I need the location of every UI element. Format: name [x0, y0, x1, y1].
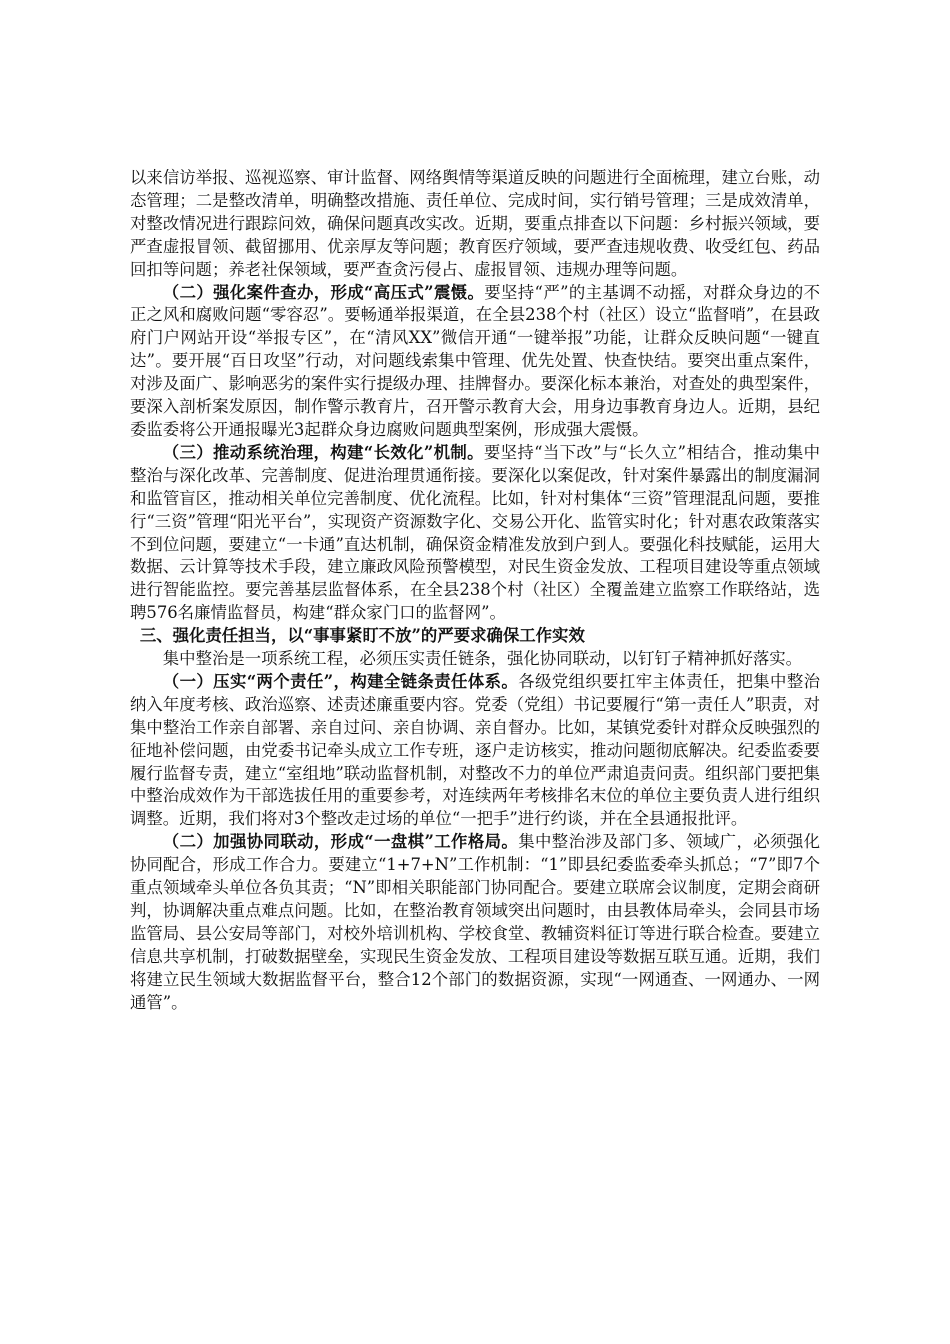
paragraph-lead-heading: （二）加强协同联动，形成“一盘棋”工作格局。 — [162, 832, 519, 852]
body-paragraph — [130, 648, 820, 671]
body-paragraph — [130, 671, 820, 831]
paragraph-text: 各级党组织要扛牢主体责任，把集中整治纳入年度考核、政治巡察、述责述廉重要内容。党委（党组）书记要履行“第一责任人”职责，对集中整治工作亲自部署、亲自过问、亲自协调、亲自督办。比如，某镇党委针对群众反映强烈的征地补偿问题，由党委书记牵头成立工作专班，逐户走访核实，推动问题彻底解决。纪委监委要履行监督专责，建立“室组地”联动监督机制，对整改不力的单位严肃追责问责。组织部门要把集中整治成效作为干部选拔任用的重要参考，对连续两年考核排名末位的单位主要负责人进行组织调整。近期，我们将对3个整改走过场的单位“一把手”进行约谈，并在全县通报批评。 — [130, 671, 821, 829]
paragraph-text: 集中整治涉及部门多、领域广，必须强化协同配合，形成工作合力。要建立“1+7+N”工作机制：“1”即县纪委监委牵头抓总；“7”即7个重点领域牵头单位各负其责；“N”即相关职能部门协同配合。要建立联席会议制度，定期会商研判，协调解决重点难点问题。比如，在整治教育领域突出问题时，由县教体局牵头，会同县市场监管局、县公安局等部门，对校外培训机构、学校食堂、教辅资料征订等进行联合检查。要建立信息共享机制，打破数据壁垒，实现民生资金发放、工程项目建设等数据互联互通。近期，我们将建立民生领域大数据监督平台，整合12个部门的数据资源，实现“一网通查、一网通办、一网通管”。 — [130, 832, 821, 1012]
paragraph-text: 集中整治是一项系统工程，必须压实责任链条，强化协同联动，以钉钉子精神抓好落实。 — [162, 649, 803, 669]
body-paragraph — [130, 831, 820, 1014]
body-paragraph — [130, 442, 820, 625]
body-paragraph — [130, 282, 820, 442]
paragraph-text: 要坚持“当下改”与“长久立”相结合，推动集中整治与深化改革、完善制度、促进治理贯通衔接。要深化以案促改，针对案件暴露出的制度漏洞和监管盲区，推动相关单位完善制度、优化流程。比如，针对村集体“三资”管理混乱问题，要推行“三资”管理“阳光平台”，实现资产资源数字化、交易公开化、监管实时化；针对惠农政策落实不到位问题，要建立“一卡通”直达机制，确保资金精准发放到户到人。要强化科技赋能，运用大数据、云计算等技术手段，建立廉政风险预警模型，对民生资金发放、工程项目建设等重点领域进行智能监控。要完善基层监督体系，在全县238个村（社区）全覆盖建立监察工作联络站，选聘576名廉情监督员，构建“群众家门口的监督网”。 — [130, 442, 820, 623]
body-paragraph — [130, 167, 820, 282]
paragraph-lead-heading: （三）推动系统治理，构建“长效化”机制。 — [162, 442, 484, 462]
section-heading: 三、强化责任担当，以“事事紧盯不放”的严要求确保工作实效 — [139, 626, 585, 646]
paragraph-text: 以来信访举报、巡视巡察、审计监督、网络舆情等渠道反映的问题进行全面梳理，建立台账，动态管理；二是整改清单，明确整改措施、责任单位、完成时间，实行销号管理；三是成效清单，对整改情况进行跟踪问效，确保问题真改实改。近期，要重点排查以下问题：乡村振兴领域，要严查虚报冒领、截留挪用、优亲厚友等问题；教育医疗领域，要严查违规收费、收受红包、药品回扣等问题；养老社保领域，要严查贪污侵占、虚报冒领、违规办理等问题。 — [130, 168, 820, 279]
paragraph-text: 要坚持“严”的主基调不动摇，对群众身边的不正之风和腐败问题“零容忍”。要畅通举报渠道，在全县238个村（社区）设立“监督哨”，在县政府门户网站开设“举报专区”，在“清风XX”微信开通“一键举报”功能，让群众反映问题“一键直达”。要开展“百日攻坚”行动，对问题线索集中管理、优先处置、快查快结。要突出重点案件，对涉及面广、影响恶劣的案件实行提级办理、挂牌督办。要深化标本兼治，对查处的典型案件，要深入剖析案发原因，制作警示教育片，召开警示教育大会，用身边事教育身边人。近期，县纪委监委将公开通报曝光3起群众身边腐败问题典型案例，形成强大震慑。 — [130, 282, 820, 439]
paragraph-lead-heading: （一）压实“两个责任”，构建全链条责任体系。 — [162, 671, 519, 691]
paragraph-lead-heading: （二）强化案件查办，形成“高压式”震慑。 — [162, 282, 485, 302]
